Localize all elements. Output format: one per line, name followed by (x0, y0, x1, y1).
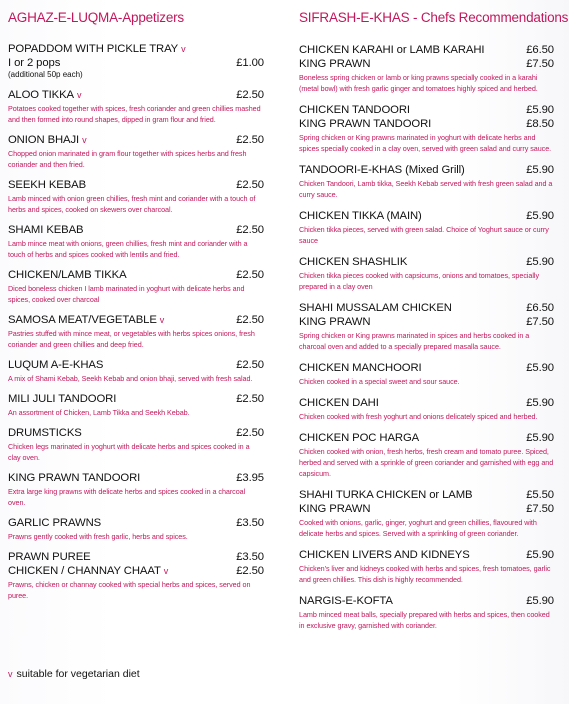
menu-item-variant-wrap (8, 56, 60, 70)
menu-item-name: CHICKEN TIKKA (MAIN) (299, 210, 422, 222)
menu-item-name-wrap (8, 516, 101, 530)
menu-item-name: SHAHI TURKA CHICKEN or LAMB (299, 489, 473, 501)
vegetarian-note-text: suitable for vegetarian diet (16, 668, 140, 680)
menu-item-name: SAMOSA MEAT/VEGETABLE (8, 314, 157, 326)
menu-item-name-wrap (8, 426, 82, 440)
menu-item-variant (299, 117, 554, 131)
menu-item-variant-label: KING PRAWN (299, 58, 371, 70)
menu-item-description: Extra large king prawns with delicate herbs and spices cooked in a charcoal oven. (8, 487, 246, 507)
menu-item (8, 88, 264, 125)
menu-item-line (299, 594, 554, 608)
menu-item-name-wrap (8, 88, 81, 102)
menu-item-variant-wrap (299, 57, 370, 71)
menu-item-price: £2.50 (236, 393, 264, 405)
menu-item-variant-label: I or 2 pops (8, 57, 61, 69)
menu-item-description: Lamb minced meat balls, specially prepared with herbs and spices, then cooked in exclusive gravy, garnished with coriander. (299, 610, 550, 630)
menu-item-name-wrap (8, 268, 127, 282)
menu-item-line (8, 392, 264, 406)
menu-item-name-wrap (8, 358, 103, 372)
menu-item-price: £5.50 (526, 489, 554, 501)
menu-item-name: KING PRAWN TANDOORI (8, 472, 141, 484)
menu-item-price: £5.90 (526, 256, 554, 268)
menu-item-description: A mix of Shami Kebab, Seekh Kebab and onion bhaji, served with fresh salad. (8, 374, 253, 383)
menu-item-description: Chopped onion marinated in gram flour together with spices herbs and fresh coriander and then fried. (8, 149, 247, 169)
menu-item-description: Chicken tikka pieces, served with green salad. Choice of Yoghurt sauce or curry sauce (299, 225, 549, 245)
menu-item-price: £5.90 (526, 397, 554, 409)
menu-item (8, 178, 264, 215)
menu-item-name: POPADDOM WITH PICKLE TRAY (8, 43, 179, 55)
menu-item-variant (299, 57, 554, 71)
menu-item-variant-label: KING PRAWN (299, 503, 371, 515)
menu-item-line (8, 133, 264, 147)
menu-item-description: An assortment of Chicken, Lamb Tikka and Seekh Kebab. (8, 408, 190, 417)
menu-item-name-wrap (299, 301, 452, 315)
vegetarian-note (8, 668, 140, 680)
menu-item-variant (8, 564, 264, 578)
menu-item-description: Chicken legs marinated in yoghurt with delicate herbs and spices cooked in a clay oven. (8, 442, 250, 462)
menu-item-description: Chicken's liver and kidneys cooked with herbs and spices, fresh tomatoes, garlic and green chillies. This dish is highly recommended. (299, 564, 551, 584)
menu-item-name-wrap (299, 488, 473, 502)
menu-item-name: CHICKEN SHASHLIK (299, 256, 408, 268)
menu-item (8, 133, 264, 170)
menu-item-variant (8, 56, 264, 70)
menu-item (299, 548, 554, 585)
menu-item-name: CHICKEN MANCHOORI (299, 362, 422, 374)
menu-item-name-wrap (8, 178, 86, 192)
menu-item-line (299, 488, 554, 502)
menu-item-note: (additional 50p each) (8, 70, 83, 79)
menu-item-name-wrap (8, 471, 140, 485)
menu-item-variant-label: KING PRAWN (299, 316, 371, 328)
menu-item-name-wrap (299, 361, 422, 375)
menu-item (299, 209, 554, 246)
menu-item-name: CHICKEN KARAHI or LAMB KARAHI (299, 44, 485, 56)
menu-item (8, 268, 264, 305)
menu-item (299, 594, 554, 631)
menu-item (8, 223, 264, 260)
menu-item-line (299, 255, 554, 269)
menu-item-price: £2.50 (236, 134, 264, 146)
menu-item-line (8, 268, 264, 282)
menu-item-price: £5.90 (526, 210, 554, 222)
menu-item-price: £5.90 (526, 362, 554, 374)
menu-item-description: Spring chicken or King prawns marinated in spices and herbs cooked in a charcoal oven and added to a specially prepared masalla sauce. (299, 331, 530, 351)
menu-item-description: Chicken Tandoori, Lamb tikka, Seekh Kebab served with fresh green salad and a curry sauce. (299, 179, 553, 199)
menu-item (299, 396, 554, 422)
menu-item-variant-wrap (8, 564, 168, 578)
menu-item-name-wrap (299, 43, 484, 57)
vegetarian-mark: v (163, 566, 169, 576)
menu-item-name-wrap (8, 223, 84, 237)
menu-item-price: £3.50 (236, 517, 264, 529)
menu-item-variant-price: £2.50 (236, 565, 264, 577)
menu-item-name: LUQUM A-E-KHAS (8, 359, 104, 371)
menu-item-line (299, 301, 554, 315)
menu-item-line (299, 163, 554, 177)
menu-item-description: Prawns, chicken or channay cooked with special herbs and spices, served on puree. (8, 580, 251, 600)
appetizers-list (8, 42, 264, 601)
menu-item-price: £2.50 (236, 224, 264, 236)
menu-item (299, 255, 554, 292)
menu-item (299, 301, 554, 352)
menu-item-description: Lamb mince meat with onions, green chillies, fresh mint and coriander with a touch of herbs and spices cooked with lentils and fried. (8, 239, 248, 259)
menu-item-variant (299, 315, 554, 329)
menu-item-name: GARLIC PRAWNS (8, 517, 102, 529)
menu-item-variant-wrap (299, 315, 370, 329)
menu-item-variant-label: KING PRAWN TANDOORI (299, 118, 432, 130)
menu-item-name: PRAWN PUREE (8, 551, 91, 563)
menu-item-variant (299, 502, 554, 516)
menu-item-name: CHICKEN LIVERS AND KIDNEYS (299, 549, 470, 561)
menu-item-variant-price: £8.50 (526, 118, 554, 130)
menu-item-line (299, 548, 554, 562)
menu-item-price: £2.50 (236, 179, 264, 191)
menu-item-price: £5.90 (526, 104, 554, 116)
menu-item-description: Chicken cooked in a special sweet and sour sauce. (299, 377, 460, 386)
vegetarian-mark: v (181, 44, 186, 54)
menu-item (299, 43, 554, 94)
menu-item-name: SHAMI KEBAB (8, 224, 84, 236)
menu-item-variant-wrap (299, 502, 370, 516)
menu-item-description: Diced boneless chicken I lamb marinated in yoghurt with delicate herbs and spices, cooked over charcoal (8, 284, 245, 304)
menu-item-line (8, 178, 264, 192)
menu-item-name: ONION BHAJI (8, 134, 80, 146)
menu-item-description: Chicken cooked with onion, fresh herbs, fresh cream and tomato puree. Spiced, herbed and served with a sprinkle of green coriander and garnished with egg and capsicum. (299, 447, 554, 478)
menu-item-name: SEEKH KEBAB (8, 179, 87, 191)
menu-item-name-wrap (299, 255, 407, 269)
menu-item-description: Chicken cooked with fresh yoghurt and onions delicately spiced and herbed. (299, 412, 538, 421)
menu-item-price: £5.90 (526, 164, 554, 176)
menu-item-description: Lamb minced with onion green chillies, fresh mint and coriander with a touch of herbs and spices, cooked on skewers over charcoal. (8, 194, 256, 214)
menu-item-name-wrap (299, 431, 419, 445)
menu-item-variant-price: £7.50 (526, 316, 554, 328)
menu-item (8, 471, 264, 508)
menu-item-line (8, 426, 264, 440)
menu-item-price: £5.90 (526, 432, 554, 444)
menu-item-line (8, 313, 264, 327)
menu-item-price: £6.50 (526, 302, 554, 314)
menu-item (8, 426, 264, 463)
menu-item-variant-wrap (299, 117, 431, 131)
menu-item (299, 103, 554, 154)
menu-item-variant-price: £7.50 (526, 58, 554, 70)
menu-item-line (8, 471, 264, 485)
menu-item-price: £5.90 (526, 595, 554, 607)
menu-item-variant-label: CHICKEN / CHANNAY CHAAT (8, 565, 161, 577)
menu-item-description: Cooked with onions, garlic, ginger, yoghurt and green chillies, flavoured with delicate herbs and spices. Served with a sprinkling of green coriander. (299, 518, 537, 538)
menu-item-description: Chicken tikka pieces cooked with capsicums, onions and tomatoes, specially prepared in a clay oven (299, 271, 539, 291)
vegetarian-mark: v (76, 90, 82, 100)
menu-item (8, 42, 264, 80)
menu-item-price: £6.50 (526, 44, 554, 56)
menu-item-name-wrap (299, 396, 379, 410)
menu-item-line (299, 209, 554, 223)
menu-item (8, 313, 264, 350)
menu-item (8, 516, 264, 542)
menu-item-name: CHICKEN/LAMB TIKKA (8, 269, 127, 281)
menu-item-line (8, 550, 264, 564)
menu-item (8, 358, 264, 384)
recommendations-column (299, 10, 569, 640)
menu-item-name-wrap (299, 209, 422, 223)
menu-item-name: CHICKEN TANDOORI (299, 104, 410, 116)
menu-item-line (8, 223, 264, 237)
menu-item-name: NARGIS-E-KOFTA (299, 595, 393, 607)
menu-item-name-wrap (8, 42, 186, 56)
menu-item-name: TANDOORI-E-KHAS (Mixed Grill) (299, 164, 465, 176)
menu-item-name-wrap (299, 594, 393, 608)
menu-item-line (8, 42, 264, 56)
menu-item-description: Potatoes cooked together with spices, fresh coriander and green chillies mashed and then formed into round shapes, dipped in gram flour and fried. (8, 104, 261, 124)
menu-item-name-wrap (299, 163, 465, 177)
menu-item-price: £2.50 (236, 269, 264, 281)
menu-item-price: £5.90 (526, 549, 554, 561)
menu-item-description: Boneless spring chicken or lamb or king prawns specially cooked in a karahi (metal bowl) with fresh garlic ginger and tomatoes highly spiced and herbed. (299, 73, 538, 93)
menu-item-name-wrap (299, 548, 470, 562)
menu-item-name-wrap (8, 392, 116, 406)
menu-item (8, 392, 264, 418)
menu-item-price: £2.50 (236, 359, 264, 371)
menu-item-line (299, 361, 554, 375)
menu-item-name: MILI JULI TANDOORI (8, 393, 117, 405)
menu-item-name-wrap (299, 103, 410, 117)
menu-item-description: Pastries stuffed with mince meat, or vegetables with herbs spices onions, fresh coriander and green chillies and deep fried. (8, 329, 255, 349)
menu-item-line (8, 358, 264, 372)
menu-item-name: CHICKEN POC HARGA (299, 432, 420, 444)
menu-item-line (299, 103, 554, 117)
menu-item-name: DRUMSTICKS (8, 427, 82, 439)
menu-item (299, 163, 554, 200)
menu-item (299, 431, 554, 479)
menu-item-price: £2.50 (236, 314, 264, 326)
menu-item (299, 361, 554, 387)
appetizers-heading: AGHAZ-E-LUQMA-Appetizers (8, 10, 184, 25)
menu-item-price: £2.50 (236, 89, 264, 101)
menu-item-price: £3.95 (236, 472, 264, 484)
menu-item (299, 488, 554, 539)
menu-item-name: CHICKEN DAHI (299, 397, 379, 409)
menu-item-price: £3.50 (236, 551, 264, 563)
recommendations-heading: SIFRASH-E-KHAS - Chefs Recommendations (299, 10, 569, 25)
vegetarian-mark: v (8, 669, 13, 679)
menu-item-line (299, 431, 554, 445)
menu-item-variant-price: £1.00 (236, 57, 264, 69)
menu-item-line (299, 396, 554, 410)
menu-item-name: SHAHI MUSSALAM CHICKEN (299, 302, 452, 314)
menu-item-line (8, 88, 264, 102)
menu-item-variant-price: £7.50 (526, 503, 554, 515)
vegetarian-mark: v (82, 135, 87, 145)
menu-item-name-wrap (8, 550, 91, 564)
appetizers-column (8, 10, 264, 609)
menu-item-price: £2.50 (236, 427, 264, 439)
menu-item-description: Prawns gently cooked with fresh garlic, herbs and spices. (8, 532, 188, 541)
menu-item-line (299, 43, 554, 57)
menu-item-name: ALOO TIKKA (8, 89, 74, 101)
vegetarian-mark: v (159, 315, 165, 325)
menu-item-name-wrap (8, 313, 164, 327)
recommendations-list (299, 43, 554, 631)
menu-item-description: Spring chicken or King prawns marinated in yoghurt with delicate herbs and spices specially cooked in a clay oven, served with green salad and curry sauce. (299, 133, 552, 153)
menu-item-line (8, 516, 264, 530)
menu-item-name-wrap (8, 133, 87, 147)
menu-item (8, 550, 264, 601)
